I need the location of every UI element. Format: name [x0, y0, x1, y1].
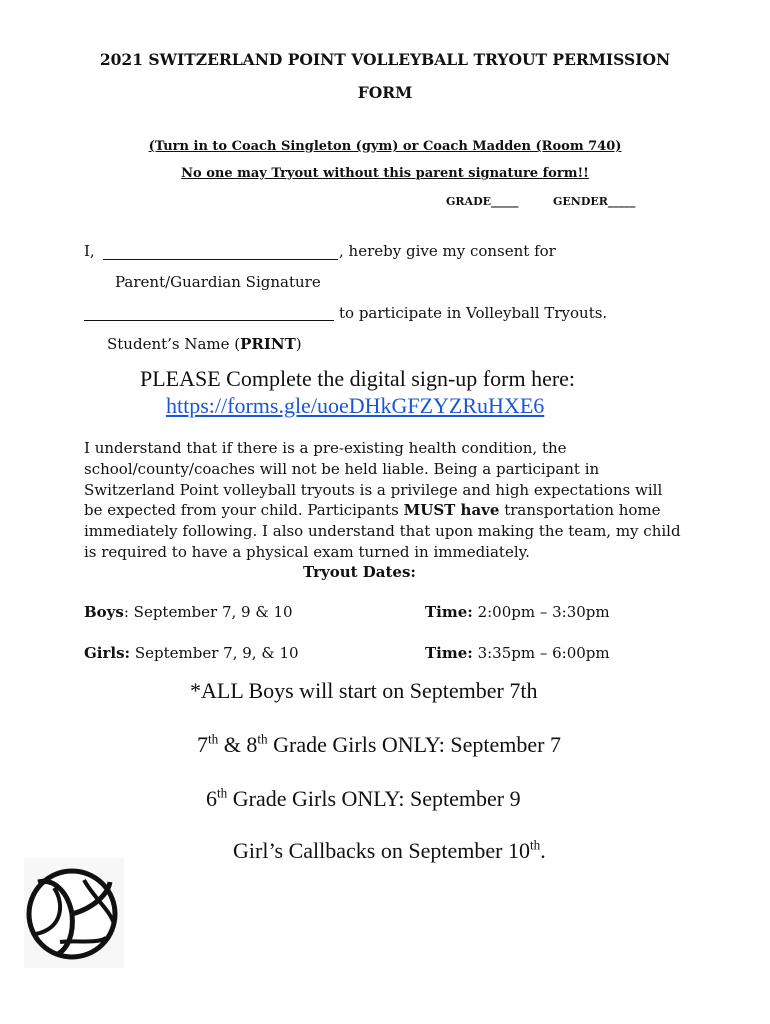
form-title-line1: 2021 SWITZERLAND POINT VOLLEYBALL TRYOUT PERMISSION [99, 50, 671, 69]
tryout-dates-heading: Tryout Dates: [303, 563, 416, 581]
grade-6-girls-note: 6th Grade Girls ONLY: September 9 [206, 785, 521, 811]
grade-field[interactable]: GRADE_____ [446, 195, 519, 208]
student-name-caption: Student’s Name (PRINT) [107, 335, 302, 353]
all-boys-note: *ALL Boys will start on September 7th [190, 678, 538, 703]
form-title-line2: FORM [357, 83, 413, 102]
girls-time: Time: 3:35pm – 6:00pm [425, 644, 610, 662]
digital-signup-prompt: PLEASE Complete the digital sign-up form here: [140, 366, 576, 391]
signup-form-link[interactable]: https://forms.gle/uoeDHkGFZYZRuHXE6 [166, 393, 545, 418]
volleyball-icon [24, 858, 124, 968]
signature-required-notice: No one may Tryout without this parent signature form!! [181, 166, 589, 181]
gender-field[interactable]: GENDER_____ [553, 195, 636, 208]
participate-text: to participate in Volleyball Tryouts. [339, 304, 608, 322]
boys-time: Time: 2:00pm – 3:30pm [425, 603, 610, 621]
parent-signature-caption: Parent/Guardian Signature [115, 273, 321, 291]
student-name-line[interactable] [84, 320, 334, 321]
turn-in-instructions: (Turn in to Coach Singleton (gym) or Coach Madden (Room 740) [148, 139, 622, 154]
girls-dates: Girls: September 7, 9, & 10 [84, 644, 299, 662]
parent-signature-line[interactable] [103, 259, 338, 260]
consent-prefix: I, [84, 242, 95, 260]
girls-callbacks-note: Girl’s Callbacks on September 10th. [233, 837, 546, 863]
consent-suffix: , hereby give my consent for [339, 242, 556, 260]
liability-statement: I understand that if there is a pre-existing health condition, the school/county/coaches will not be held liable. Being a participant in Switzerland Point volleyball tryouts is a privilege and high expectations will be expected from your child. Participants MUST have transportation home immediately following. I also understand that upon making the team, my child is required to have a physical exam turned in immediately. [84, 439, 681, 561]
grade-7-8-girls-note: 7th & 8th Grade Girls ONLY: September 7 [197, 731, 561, 757]
boys-dates: Boys: September 7, 9 & 10 [84, 603, 293, 621]
